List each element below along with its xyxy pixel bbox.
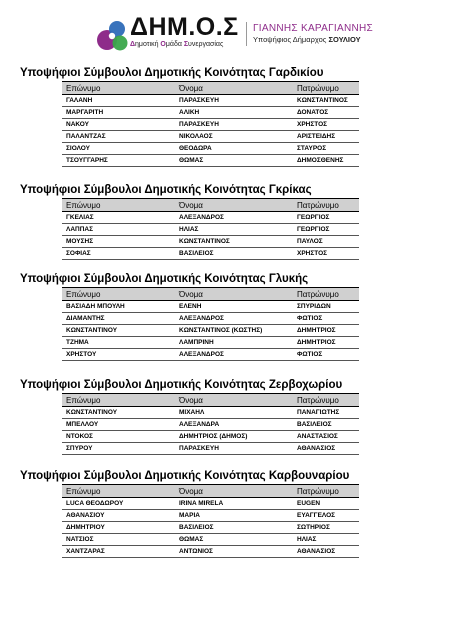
cell-surname: ΚΩΝΣΤΑΝΤΙΝΟΥ	[66, 327, 118, 334]
cell-father: ΑΘΑΝΑΣΙΟΣ	[297, 548, 336, 555]
table-header	[62, 81, 359, 95]
party-brand	[130, 14, 239, 49]
cell-name: ΛΑΜΠΡΙΝΗ	[179, 339, 214, 346]
cell-father: ΑΘΑΝΑΣΙΟΣ	[297, 445, 336, 452]
cell-name: ΝΙΚΟΛΑΟΣ	[179, 133, 213, 140]
cell-name: ΑΝΤΩΝΙΟΣ	[179, 548, 213, 555]
cell-surname: ΝΑΚΟΥ	[66, 121, 89, 128]
column-header-father: Πατρώνυμο	[297, 395, 339, 405]
candidates-table	[62, 198, 359, 260]
cell-father: ΦΩΤΙΟΣ	[297, 351, 323, 358]
table-row	[62, 143, 359, 155]
table-row	[62, 155, 359, 167]
cell-name: ΠΑΡΑΣΚΕΥΗ	[179, 121, 219, 128]
cell-father: ΠΑΝΑΓΙΩΤΗΣ	[297, 409, 340, 416]
cell-father: ΧΡΗΣΤΟΣ	[297, 250, 328, 257]
table-row	[62, 349, 359, 361]
party-logo-subtitle: Δημοτική Ομάδα Συνεργασίας	[130, 41, 224, 48]
column-header-father: Πατρώνυμο	[297, 486, 339, 496]
cell-name: ΒΑΣΙΛΕΙΟΣ	[179, 250, 214, 257]
table-row	[62, 131, 359, 143]
cell-name: ΘΩΜΑΣ	[179, 157, 204, 164]
column-header-name: Όνομα	[179, 289, 203, 299]
column-header-name: Όνομα	[179, 200, 203, 210]
cell-surname: ΧΑΝΤΖΑΡΑΣ	[66, 548, 105, 555]
table-row	[62, 498, 359, 510]
cell-surname: LUCA ΘΕΟΔΩΡΟΥ	[66, 500, 124, 507]
page-header	[0, 0, 452, 62]
cell-surname: ΣΟΦΙΑΣ	[66, 250, 91, 257]
table-row	[62, 236, 359, 248]
table-row	[62, 431, 359, 443]
table-header	[62, 198, 359, 212]
column-header-name: Όνομα	[179, 486, 203, 496]
column-header-surname: Επώνυμο	[66, 486, 101, 496]
cell-surname: ΤΖΗΜΑ	[66, 339, 89, 346]
candidates-table	[62, 393, 359, 455]
table-header	[62, 484, 359, 498]
cell-surname: ΣΙΟΛΟΥ	[66, 145, 90, 152]
table-row	[62, 546, 359, 558]
table-row	[62, 419, 359, 431]
cell-surname: ΒΑΣΙΑΔΗ ΜΠΟΥΛΗ	[66, 303, 125, 310]
cell-surname: ΔΙΑΜΑΝΤΗΣ	[66, 315, 105, 322]
cell-name: ΒΑΣΙΛΕΙΟΣ	[179, 524, 214, 531]
cell-name: ΑΛΕΞΑΝΔΡΟΣ	[179, 315, 224, 322]
table-row	[62, 248, 359, 260]
cell-father: ΔΟΝΑΤΟΣ	[297, 109, 329, 116]
section-title: Υποψήφιοι Σύμβουλοι Δημοτικής Κοινότητας Γλυκής	[20, 273, 309, 285]
cell-father: ΣΠΥΡΙΔΩΝ	[297, 303, 331, 310]
cell-name: ΘΩΜΑΣ	[179, 536, 204, 543]
cell-father: ΔΗΜΗΤΡΙΟΣ	[297, 339, 336, 346]
cell-father: ΔΗΜΗΤΡΙΟΣ	[297, 327, 336, 334]
table-header	[62, 393, 359, 407]
candidate-block	[253, 22, 373, 45]
cell-surname: ΣΠΥΡΟΥ	[66, 445, 93, 452]
cell-name: ΑΛΕΞΑΝΔΡΑ	[179, 421, 220, 428]
candidates-table	[62, 81, 359, 167]
column-header-surname: Επώνυμο	[66, 200, 101, 210]
column-header-father: Πατρώνυμο	[297, 200, 339, 210]
cell-name: ΚΩΝΣΤΑΝΤΙΝΟΣ (ΚΩΣΤΗΣ)	[179, 327, 263, 334]
cell-name: ΚΩΝΣΤΑΝΤΙΝΟΣ	[179, 238, 230, 245]
cell-surname: ΝΑΤΣΙΟΣ	[66, 536, 94, 543]
candidates-table	[62, 287, 359, 361]
table-row	[62, 95, 359, 107]
cell-surname: ΝΤΟΚΟΣ	[66, 433, 93, 440]
section-title: Υποψήφιοι Σύμβουλοι Δημοτικής Κοινότητας Γαρδικίου	[20, 67, 324, 79]
cell-father: ΓΕΩΡΓΙΟΣ	[297, 226, 330, 233]
candidate-role: Υποψήφιος Δήμαρχος ΣΟΥΛΙΟΥ	[253, 35, 361, 44]
section-title: Υποψήφιοι Σύμβουλοι Δημοτικής Κοινότητας Ζερβοχωρίου	[20, 379, 343, 391]
cell-father: ΓΕΩΡΓΙΟΣ	[297, 214, 330, 221]
column-header-name: Όνομα	[179, 395, 203, 405]
cell-surname: ΑΘΑΝΑΣΙΟΥ	[66, 512, 105, 519]
cell-surname: ΔΗΜΗΤΡΙΟΥ	[66, 524, 105, 531]
cell-surname: ΓΑΛΑΝΗ	[66, 97, 93, 104]
column-header-surname: Επώνυμο	[66, 395, 101, 405]
table-row	[62, 407, 359, 419]
party-logo-title: ΔΗΜ.Ο.Σ	[130, 13, 239, 41]
cell-father: ΑΡΙΣΤΕΙΔΗΣ	[297, 133, 336, 140]
cell-father: ΦΩΤΙΟΣ	[297, 315, 323, 322]
table-row	[62, 301, 359, 313]
cell-name: ΑΛΕΞΑΝΔΡΟΣ	[179, 214, 224, 221]
table-row	[62, 443, 359, 455]
table-header	[62, 287, 359, 301]
cell-father: ΗΛΙΑΣ	[297, 536, 317, 543]
table-row	[62, 224, 359, 236]
cell-father: ΕΥΑΓΓΕΛΟΣ	[297, 512, 336, 519]
cell-name: ΜΑΡΙΑ	[179, 512, 200, 519]
cell-name: ΠΑΡΑΣΚΕΥΗ	[179, 97, 219, 104]
cell-father: ΑΝΑΣΤΑΣΙΟΣ	[297, 433, 338, 440]
candidates-table	[62, 484, 359, 558]
cell-name: ΗΛΙΑΣ	[179, 226, 199, 233]
table-row	[62, 534, 359, 546]
table-row	[62, 325, 359, 337]
cell-father: ΚΩΝΣΤΑΝΤΙΝΟΣ	[297, 97, 348, 104]
cell-father: ΔΗΜΟΣΘΕΝΗΣ	[297, 157, 344, 164]
cell-name: ΜΙΧΑΗΛ	[179, 409, 205, 416]
column-header-surname: Επώνυμο	[66, 83, 101, 93]
cell-father: ΠΑΥΛΟΣ	[297, 238, 323, 245]
cell-surname: ΧΡΗΣΤΟΥ	[66, 351, 97, 358]
cell-surname: ΜΑΡΓΑΡΙΤΗ	[66, 109, 104, 116]
cell-surname: ΓΚΕΛΙΑΣ	[66, 214, 94, 221]
table-row	[62, 313, 359, 325]
cell-name: ΠΑΡΑΣΚΕΥΗ	[179, 445, 219, 452]
cell-father: ΣΤΑΥΡΟΣ	[297, 145, 327, 152]
cell-name: ΔΗΜΗΤΡΙΟΣ (ΔΗΜΟΣ)	[179, 433, 248, 440]
cell-father: ΒΑΣΙΛΕΙΟΣ	[297, 421, 332, 428]
cell-name: ΑΛΙΚΗ	[179, 109, 200, 116]
section-title: Υποψήφιοι Σύμβουλοι Δημοτικής Κοινότητας Γκρίκας	[20, 184, 312, 196]
cell-father: EUGEN	[297, 500, 321, 507]
cell-surname: ΛΑΠΠΑΣ	[66, 226, 94, 233]
column-header-father: Πατρώνυμο	[297, 83, 339, 93]
party-logo-icon	[96, 20, 128, 52]
table-row	[62, 119, 359, 131]
table-row	[62, 337, 359, 349]
table-row	[62, 510, 359, 522]
cell-surname: ΠΑΛΑΝΤΖΑΣ	[66, 133, 106, 140]
cell-father: ΣΩΤΗΡΙΟΣ	[297, 524, 330, 531]
cell-surname: ΚΩΝΣΤΑΝΤΙΝΟΥ	[66, 409, 118, 416]
cell-father: ΧΡΗΣΤΟΣ	[297, 121, 328, 128]
cell-surname: ΜΠΕΛΛΟΥ	[66, 421, 99, 428]
header-divider	[246, 22, 247, 46]
cell-name: IRINA MIRELA	[179, 500, 224, 507]
cell-surname: ΜΟΥΣΗΣ	[66, 238, 94, 245]
table-row	[62, 212, 359, 224]
cell-surname: ΤΣΟΥΓΓΑΡΗΣ	[66, 157, 108, 164]
column-header-name: Όνομα	[179, 83, 203, 93]
cell-name: ΕΛΕΝΗ	[179, 303, 202, 310]
column-header-surname: Επώνυμο	[66, 289, 101, 299]
section-title: Υποψήφιοι Σύμβουλοι Δημοτικής Κοινότητας Καρβουναρίου	[20, 470, 350, 482]
candidate-name: ΓΙΑΝΝΗΣ ΚΑΡΑΓΙΑΝΝΗΣ	[253, 23, 374, 34]
table-row	[62, 107, 359, 119]
cell-name: ΘΕΟΔΩΡΑ	[179, 145, 212, 152]
cell-name: ΑΛΕΞΑΝΔΡΟΣ	[179, 351, 224, 358]
column-header-father: Πατρώνυμο	[297, 289, 339, 299]
table-row	[62, 522, 359, 534]
